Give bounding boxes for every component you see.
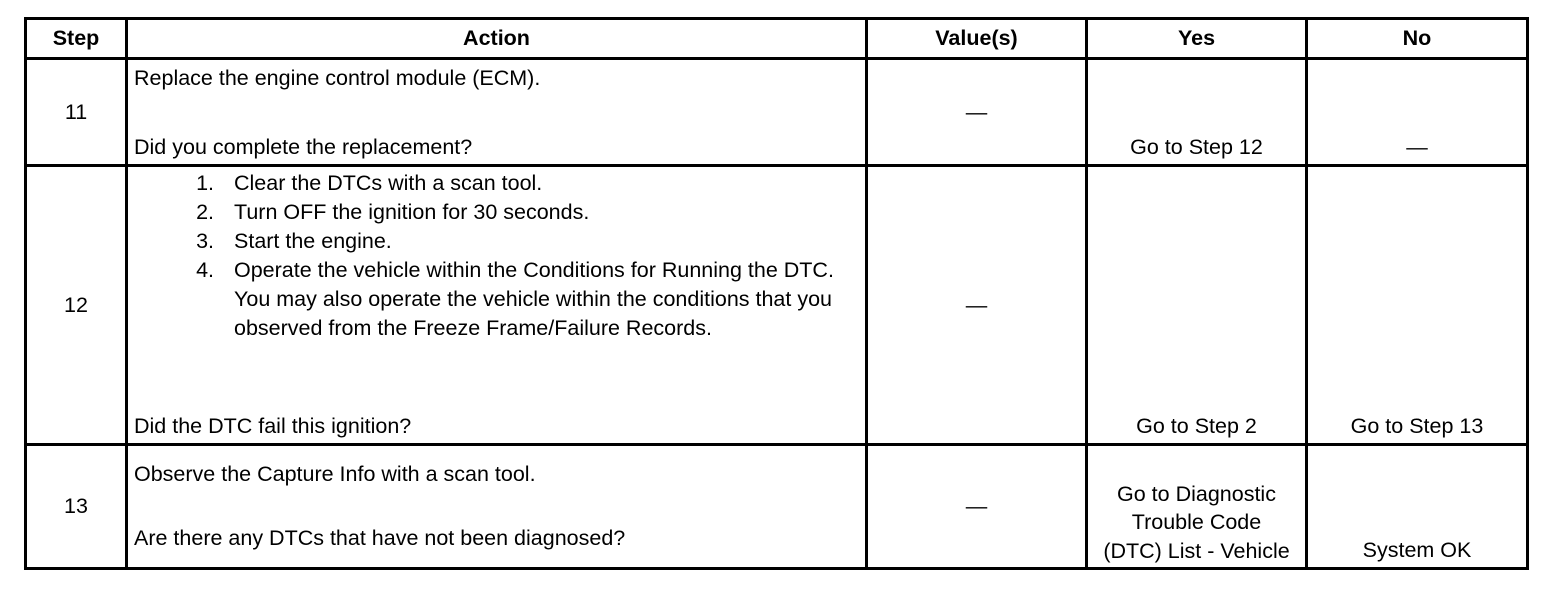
step-number: 13 xyxy=(26,445,127,569)
header-yes: Yes xyxy=(1087,19,1307,59)
action-question: Are there any DTCs that have not been diagnosed? xyxy=(134,526,626,550)
header-action: Action xyxy=(127,19,867,59)
action-cell xyxy=(127,445,867,569)
header-row xyxy=(26,19,1528,59)
header-step: Step xyxy=(26,19,127,59)
list-item: 4. Operate the vehicle within the Conditions for Running the DTC. You may also operate the vehicle within the conditions that you observed from the Freeze Frame/Failure Records. xyxy=(196,258,834,340)
no-value: System OK xyxy=(1362,538,1472,562)
values-cell: — xyxy=(867,166,1087,445)
header-values: Value(s) xyxy=(867,19,1087,59)
action-instruction: Replace the engine control module (ECM). xyxy=(134,66,541,90)
action-step-list xyxy=(134,169,835,343)
step-number: 11 xyxy=(26,59,127,166)
table-row-step-11 xyxy=(26,59,1528,166)
yes-link[interactable]: Go to Step 2 xyxy=(1136,414,1257,438)
header-no: No xyxy=(1307,19,1528,59)
action-instruction: Observe the Capture Info with a scan tool. xyxy=(134,462,536,486)
list-item: 1. Clear the DTCs with a scan tool. xyxy=(196,171,543,195)
yes-cell xyxy=(1087,166,1307,445)
values-cell: — xyxy=(867,59,1087,166)
list-item: 2. Turn OFF the ignition for 30 seconds. xyxy=(196,200,590,224)
yes-cell xyxy=(1087,445,1307,569)
no-link[interactable]: Go to Step 13 xyxy=(1350,414,1484,438)
table-row-step-13 xyxy=(26,445,1528,569)
yes-link[interactable]: Go to Step 12 xyxy=(1130,135,1263,159)
no-value: — xyxy=(1406,135,1428,159)
action-cell xyxy=(127,166,867,445)
diagnostic-table xyxy=(24,17,1529,570)
yes-link[interactable]: Go to Diagnostic Trouble Code (DTC) List - Vehicle xyxy=(1103,481,1290,563)
action-question: Did the DTC fail this ignition? xyxy=(134,414,412,438)
yes-cell xyxy=(1087,59,1307,166)
action-cell xyxy=(127,59,867,166)
action-question: Did you complete the replacement? xyxy=(134,135,473,159)
list-item: 3. Start the engine. xyxy=(196,229,392,253)
no-cell xyxy=(1307,166,1528,445)
values-cell: — xyxy=(867,445,1087,569)
step-number: 12 xyxy=(26,166,127,445)
no-cell xyxy=(1307,445,1528,569)
table-row-step-12 xyxy=(26,166,1528,445)
no-cell xyxy=(1307,59,1528,166)
